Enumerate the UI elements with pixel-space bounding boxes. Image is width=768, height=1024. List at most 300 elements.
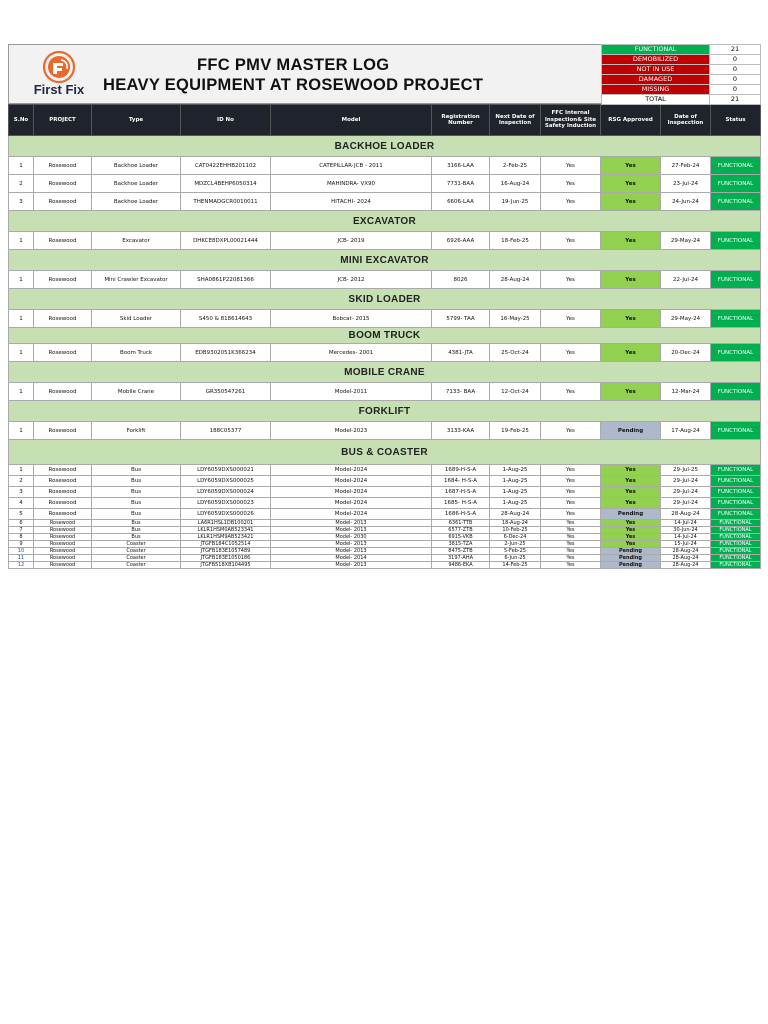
- table-cell: DHKCE8DXPL00021444: [181, 232, 271, 250]
- table-header-row: [9, 105, 761, 136]
- section-header-row: [9, 136, 761, 157]
- column-header[interactable]: ID No: [181, 105, 271, 136]
- table-cell: 5: [9, 509, 34, 520]
- table-cell: 12-Mar-24: [661, 383, 711, 401]
- table-cell: Rosewood: [34, 383, 92, 401]
- table-cell: Rosewood: [34, 562, 92, 569]
- table-cell: CAT0422EHHB201102: [181, 157, 271, 175]
- table-cell: Rosewood: [34, 193, 92, 211]
- table-cell: Rosewood: [34, 465, 92, 476]
- table-cell: Rosewood: [34, 541, 92, 548]
- table-cell: 10-Feb-25: [490, 527, 541, 534]
- table-cell: 1684- H-S-A: [432, 476, 490, 487]
- table-cell: Model- 2014: [271, 555, 432, 562]
- table-cell: LDY6059DXS000024: [181, 487, 271, 498]
- table-cell: Model- 2030: [271, 534, 432, 541]
- table-cell: LDY6059DXS000021: [181, 465, 271, 476]
- table-cell: Model-2024: [271, 476, 432, 487]
- column-header[interactable]: FFC Internal Inspection& Site Safety Induction: [541, 105, 601, 136]
- table-cell: JTGFB184C1052514: [181, 541, 271, 548]
- summary-row: [602, 55, 761, 65]
- table-cell: JCB- 2019: [271, 232, 432, 250]
- section-header-row: [9, 289, 761, 310]
- table-cell: Pending: [601, 562, 661, 569]
- table-cell: 1: [9, 465, 34, 476]
- table-cell: Yes: [541, 509, 601, 520]
- table-cell: 1687-H-S-A: [432, 487, 490, 498]
- table-cell: 25-Oct-24: [490, 344, 541, 362]
- column-header[interactable]: Date of Inspecction: [661, 105, 711, 136]
- table-cell: LA6R1HSL1DB100201: [181, 520, 271, 527]
- table-cell: FUNCTIONAL: [711, 193, 761, 211]
- table-cell: 6: [9, 520, 34, 527]
- table-cell: Pending: [601, 509, 661, 520]
- table-cell: Model- 2013: [271, 541, 432, 548]
- section-header-row: [9, 362, 761, 383]
- summary-value: 0: [710, 75, 761, 85]
- table-cell: 29-Jul-25: [661, 465, 711, 476]
- master-log-sheet: [8, 44, 760, 569]
- table-cell: EDB9302051K366234: [181, 344, 271, 362]
- table-row[interactable]: [9, 271, 761, 289]
- table-cell: Bus: [92, 476, 181, 487]
- table-cell: Pending: [601, 555, 661, 562]
- table-cell: 28-Aug-24: [490, 271, 541, 289]
- table-row[interactable]: [9, 232, 761, 250]
- table-cell: FUNCTIONAL: [711, 548, 761, 555]
- table-cell: 1: [9, 310, 34, 328]
- table-cell: 1685- H-S-A: [432, 498, 490, 509]
- table-cell: 27-Feb-24: [661, 157, 711, 175]
- table-cell: 6926-AAA: [432, 232, 490, 250]
- table-cell: Yes: [601, 498, 661, 509]
- section-header-row: [9, 328, 761, 344]
- table-cell: Mobile Crane: [92, 383, 181, 401]
- sheet-header: [8, 44, 760, 104]
- table-cell: FUNCTIONAL: [711, 310, 761, 328]
- table-cell: Rosewood: [34, 555, 92, 562]
- table-cell: 8475-ZTB: [432, 548, 490, 555]
- section-title: FORKLIFT: [9, 401, 761, 422]
- table-cell: Rosewood: [34, 476, 92, 487]
- table-cell: 29-Jul-24: [661, 498, 711, 509]
- table-row[interactable]: [9, 548, 761, 555]
- section-header-row: [9, 440, 761, 465]
- table-cell: 1686-H-S-A: [432, 509, 490, 520]
- table-cell: Yes: [541, 520, 601, 527]
- column-header[interactable]: Status: [711, 105, 761, 136]
- table-cell: 22-Jul-24: [661, 271, 711, 289]
- table-cell: Mercedes- 2001: [271, 344, 432, 362]
- table-cell: Bus: [92, 534, 181, 541]
- table-cell: FUNCTIONAL: [711, 555, 761, 562]
- table-cell: Model- 2013: [271, 548, 432, 555]
- column-header[interactable]: RSG Approved: [601, 105, 661, 136]
- table-cell: 14-Feb-25: [490, 562, 541, 569]
- summary-label: FUNCTIONAL: [602, 45, 710, 55]
- table-cell: Forklift: [92, 422, 181, 440]
- table-cell: Yes: [601, 383, 661, 401]
- table-cell: Backhoe Loader: [92, 157, 181, 175]
- table-cell: FUNCTIONAL: [711, 541, 761, 548]
- summary-label: DAMAGED: [602, 75, 710, 85]
- table-cell: 1: [9, 383, 34, 401]
- table-cell: Yes: [541, 534, 601, 541]
- table-cell: Yes: [601, 344, 661, 362]
- table-cell: Coaster: [92, 541, 181, 548]
- table-cell: 16-Aug-24: [490, 175, 541, 193]
- table-cell: LDY6059DXS000023: [181, 498, 271, 509]
- summary-value: 0: [710, 85, 761, 95]
- table-row[interactable]: [9, 310, 761, 328]
- table-cell: Backhoe Loader: [92, 193, 181, 211]
- table-cell: 29-Jul-24: [661, 476, 711, 487]
- section-title: BACKHOE LOADER: [9, 136, 761, 157]
- table-cell: FUNCTIONAL: [711, 383, 761, 401]
- table-cell: Pending: [601, 548, 661, 555]
- brand-name: First Fix: [33, 82, 85, 97]
- table-cell: 1: [9, 157, 34, 175]
- table-cell: 28-Aug-24: [490, 509, 541, 520]
- table-cell: Yes: [601, 520, 661, 527]
- table-cell: 29-May-24: [661, 310, 711, 328]
- table-cell: Yes: [541, 548, 601, 555]
- table-cell: Rosewood: [34, 534, 92, 541]
- table-cell: Yes: [541, 555, 601, 562]
- table-row[interactable]: [9, 555, 761, 562]
- table-cell: FUNCTIONAL: [711, 562, 761, 569]
- table-cell: 19-Jun-25: [490, 193, 541, 211]
- table-cell: 18-Feb-25: [490, 232, 541, 250]
- table-cell: 1-Aug-25: [490, 498, 541, 509]
- table-cell: 14-Jul-24: [661, 520, 711, 527]
- table-cell: Coaster: [92, 562, 181, 569]
- table-cell: FUNCTIONAL: [711, 465, 761, 476]
- column-header[interactable]: Registration Number: [432, 105, 490, 136]
- table-cell: Yes: [541, 527, 601, 534]
- table-cell: Yes: [601, 232, 661, 250]
- table-row[interactable]: [9, 562, 761, 569]
- table-cell: 29-Jul-24: [661, 487, 711, 498]
- table-cell: Rosewood: [34, 487, 92, 498]
- table-row[interactable]: [9, 527, 761, 534]
- table-cell: Model- 2013: [271, 562, 432, 569]
- table-cell: Rosewood: [34, 527, 92, 534]
- section-title: BUS & COASTER: [9, 440, 761, 465]
- table-cell: 6361-TTB: [432, 520, 490, 527]
- column-header[interactable]: Next Date of Inspection: [490, 105, 541, 136]
- table-cell: Yes: [541, 422, 601, 440]
- table-cell: 5-Feb-25: [490, 548, 541, 555]
- table-cell: LDY6059DXS000025: [181, 476, 271, 487]
- table-cell: 5799- TAA: [432, 310, 490, 328]
- table-cell: Mini Crawler Excavator: [92, 271, 181, 289]
- table-cell: 18-Aug-24: [490, 520, 541, 527]
- table-cell: THENMADGCR0010011: [181, 193, 271, 211]
- table-cell: 1-Aug-25: [490, 465, 541, 476]
- summary-value: 21: [710, 45, 761, 55]
- table-cell: Yes: [541, 193, 601, 211]
- table-cell: Yes: [601, 534, 661, 541]
- page-title: FFC PMV MASTER LOG: [197, 56, 390, 74]
- table-cell: Coaster: [92, 548, 181, 555]
- table-cell: 188C05377: [181, 422, 271, 440]
- table-row[interactable]: [9, 422, 761, 440]
- table-cell: 3133-KAA: [432, 422, 490, 440]
- table-row[interactable]: [9, 193, 761, 211]
- table-cell: 1: [9, 422, 34, 440]
- summary-row: [602, 95, 761, 105]
- table-cell: LDY6059DXS000026: [181, 509, 271, 520]
- table-cell: 6-Dec-24: [490, 534, 541, 541]
- table-row[interactable]: [9, 534, 761, 541]
- table-cell: FUNCTIONAL: [711, 527, 761, 534]
- section-header-row: [9, 250, 761, 271]
- table-cell: 28-Aug-24: [661, 555, 711, 562]
- table-cell: Yes: [541, 562, 601, 569]
- summary-label: NOT IN USE: [602, 65, 710, 75]
- summary-row: [602, 65, 761, 75]
- table-cell: 3: [9, 193, 34, 211]
- section-title: MINI EXCAVATOR: [9, 250, 761, 271]
- table-cell: Boom Truck: [92, 344, 181, 362]
- table-cell: CATEPILLAR-JCB - 2011: [271, 157, 432, 175]
- table-cell: 4381-JTA: [432, 344, 490, 362]
- table-cell: FUNCTIONAL: [711, 344, 761, 362]
- table-cell: 8026: [432, 271, 490, 289]
- table-cell: 7: [9, 527, 34, 534]
- table-cell: 2-Jun-25: [490, 541, 541, 548]
- table-cell: Yes: [541, 344, 601, 362]
- table-row[interactable]: [9, 487, 761, 498]
- table-row[interactable]: [9, 509, 761, 520]
- section-title: BOOM TRUCK: [9, 328, 761, 344]
- table-cell: Pending: [601, 422, 661, 440]
- table-cell: HITACHI- 2024: [271, 193, 432, 211]
- table-cell: Rosewood: [34, 175, 92, 193]
- table-cell: 1: [9, 344, 34, 362]
- table-row[interactable]: [9, 498, 761, 509]
- table-cell: SHA0861P22081366: [181, 271, 271, 289]
- table-cell: Rosewood: [34, 548, 92, 555]
- table-cell: 4: [9, 498, 34, 509]
- section-title: EXCAVATOR: [9, 211, 761, 232]
- table-row[interactable]: [9, 476, 761, 487]
- table-cell: Model- 2013: [271, 527, 432, 534]
- table-cell: FUNCTIONAL: [711, 476, 761, 487]
- table-cell: Model-2023: [271, 422, 432, 440]
- table-cell: JCB- 2012: [271, 271, 432, 289]
- table-cell: Bobcat- 2015: [271, 310, 432, 328]
- table-cell: 17-Aug-24: [661, 422, 711, 440]
- section-header-row: [9, 211, 761, 232]
- table-cell: FUNCTIONAL: [711, 509, 761, 520]
- first-fix-logo-icon: [42, 51, 76, 83]
- table-cell: 1-Aug-25: [490, 487, 541, 498]
- table-cell: 29-May-24: [661, 232, 711, 250]
- table-cell: 16-May-25: [490, 310, 541, 328]
- table-cell: Rosewood: [34, 271, 92, 289]
- table-cell: Rosewood: [34, 520, 92, 527]
- table-cell: Yes: [601, 157, 661, 175]
- table-cell: 1: [9, 271, 34, 289]
- page-subtitle: HEAVY EQUIPMENT AT ROSEWOOD PROJECT: [103, 76, 484, 94]
- table-cell: LKLR1HSM9AB523421: [181, 534, 271, 541]
- table-cell: 28-Aug-24: [661, 548, 711, 555]
- table-row[interactable]: [9, 175, 761, 193]
- table-cell: MDZCL4BEHP6050314: [181, 175, 271, 193]
- table-cell: Rosewood: [34, 509, 92, 520]
- table-cell: 6606-LAA: [432, 193, 490, 211]
- table-cell: Rosewood: [34, 344, 92, 362]
- table-cell: 6915-VKB: [432, 534, 490, 541]
- table-cell: 28-Aug-24: [661, 509, 711, 520]
- summary-row: [602, 75, 761, 85]
- table-cell: 3166-LAA: [432, 157, 490, 175]
- table-cell: FUNCTIONAL: [711, 157, 761, 175]
- table-cell: Yes: [601, 175, 661, 193]
- table-cell: 12: [9, 562, 34, 569]
- summary-label: DEMOBILIZED: [602, 55, 710, 65]
- table-cell: JTGFB183E1057489: [181, 548, 271, 555]
- table-cell: 20-Dec-24: [661, 344, 711, 362]
- table-cell: 6-Jun-25: [490, 555, 541, 562]
- table-cell: FUNCTIONAL: [711, 232, 761, 250]
- summary-value: 21: [710, 95, 761, 105]
- table-cell: 10: [9, 548, 34, 555]
- table-cell: FUNCTIONAL: [711, 534, 761, 541]
- table-cell: 3197-AHA: [432, 555, 490, 562]
- table-cell: 28-Aug-24: [661, 562, 711, 569]
- table-cell: Yes: [541, 157, 601, 175]
- table-row[interactable]: [9, 541, 761, 548]
- section-header-row: [9, 401, 761, 422]
- summary-label: MISSING: [602, 85, 710, 95]
- table-cell: 9: [9, 541, 34, 548]
- summary-row: [602, 85, 761, 95]
- table-cell: Rosewood: [34, 157, 92, 175]
- table-cell: Model-2024: [271, 487, 432, 498]
- summary-value: 0: [710, 65, 761, 75]
- table-cell: 12-Oct-24: [490, 383, 541, 401]
- table-cell: FUNCTIONAL: [711, 487, 761, 498]
- table-cell: Yes: [541, 232, 601, 250]
- table-cell: 2: [9, 175, 34, 193]
- table-cell: 1: [9, 232, 34, 250]
- summary-row: [602, 45, 761, 55]
- table-cell: FUNCTIONAL: [711, 422, 761, 440]
- table-cell: 1-Aug-25: [490, 476, 541, 487]
- table-cell: 15-Jul-24: [661, 541, 711, 548]
- table-cell: Model- 2013: [271, 520, 432, 527]
- table-cell: Coaster: [92, 555, 181, 562]
- table-cell: 3815-TZA: [432, 541, 490, 548]
- table-cell: FUNCTIONAL: [711, 175, 761, 193]
- table-cell: 2: [9, 476, 34, 487]
- table-cell: Yes: [601, 465, 661, 476]
- table-cell: FUNCTIONAL: [711, 498, 761, 509]
- table-cell: FUNCTIONAL: [711, 271, 761, 289]
- table-row[interactable]: [9, 520, 761, 527]
- table-cell: S450 & 818614643: [181, 310, 271, 328]
- section-title: SKID LOADER: [9, 289, 761, 310]
- table-cell: Yes: [601, 193, 661, 211]
- column-header[interactable]: S.No: [9, 105, 34, 136]
- column-header[interactable]: PROJECT: [34, 105, 92, 136]
- table-cell: Bus: [92, 509, 181, 520]
- table-cell: 3: [9, 487, 34, 498]
- column-header[interactable]: Type: [92, 105, 181, 136]
- table-cell: Yes: [601, 476, 661, 487]
- table-cell: LKLR1HSM0AB523341: [181, 527, 271, 534]
- table-cell: 19-Feb-25: [490, 422, 541, 440]
- table-cell: GR350547261: [181, 383, 271, 401]
- table-cell: Rosewood: [34, 422, 92, 440]
- table-cell: Yes: [541, 175, 601, 193]
- table-cell: Backhoe Loader: [92, 175, 181, 193]
- table-cell: Yes: [541, 498, 601, 509]
- table-cell: Yes: [541, 383, 601, 401]
- table-cell: Excavator: [92, 232, 181, 250]
- company-logo: [13, 51, 105, 97]
- table-cell: Rosewood: [34, 310, 92, 328]
- summary-label: TOTAL: [602, 95, 710, 105]
- table-cell: FUNCTIONAL: [711, 520, 761, 527]
- table-row[interactable]: [9, 157, 761, 175]
- table-cell: 23-Jul-24: [661, 175, 711, 193]
- table-cell: Yes: [541, 271, 601, 289]
- table-cell: 30-Jun-24: [661, 527, 711, 534]
- table-cell: Bus: [92, 520, 181, 527]
- table-row[interactable]: [9, 465, 761, 476]
- table-cell: Yes: [541, 487, 601, 498]
- table-cell: 7133- BAA: [432, 383, 490, 401]
- table-row[interactable]: [9, 344, 761, 362]
- table-cell: Bus: [92, 527, 181, 534]
- table-cell: Yes: [541, 465, 601, 476]
- table-cell: Yes: [541, 476, 601, 487]
- table-cell: JTGFB518XB104495: [181, 562, 271, 569]
- table-cell: Skid Loader: [92, 310, 181, 328]
- column-header[interactable]: Model: [271, 105, 432, 136]
- summary-value: 0: [710, 55, 761, 65]
- table-cell: 2-Feb-25: [490, 157, 541, 175]
- table-cell: Yes: [601, 487, 661, 498]
- table-cell: Yes: [541, 310, 601, 328]
- table-cell: Yes: [541, 541, 601, 548]
- table-cell: Model-2011: [271, 383, 432, 401]
- table-cell: 9486-EKA: [432, 562, 490, 569]
- table-cell: Yes: [601, 541, 661, 548]
- table-row[interactable]: [9, 383, 761, 401]
- equipment-table: [8, 104, 761, 569]
- table-cell: Yes: [601, 271, 661, 289]
- table-cell: 24-Jun-24: [661, 193, 711, 211]
- table-cell: MAHINDRA- VX90: [271, 175, 432, 193]
- table-cell: Rosewood: [34, 498, 92, 509]
- table-cell: Model-2024: [271, 465, 432, 476]
- table-cell: Rosewood: [34, 232, 92, 250]
- table-cell: Yes: [601, 310, 661, 328]
- table-cell: Yes: [601, 527, 661, 534]
- table-cell: 6577-ZTB: [432, 527, 490, 534]
- table-cell: 1689-H-S-A: [432, 465, 490, 476]
- table-cell: Model-2024: [271, 498, 432, 509]
- section-title: MOBILE CRANE: [9, 362, 761, 383]
- table-cell: 7731-BAA: [432, 175, 490, 193]
- table-cell: 14-Jul-24: [661, 534, 711, 541]
- table-cell: 11: [9, 555, 34, 562]
